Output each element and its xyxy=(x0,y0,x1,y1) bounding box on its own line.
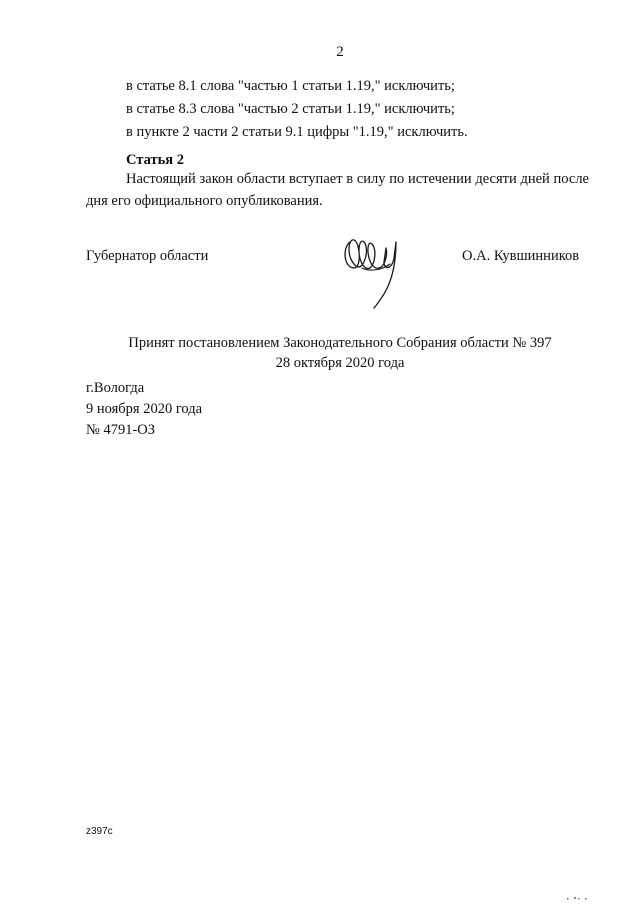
handwritten-signature xyxy=(340,228,410,310)
place-date-number xyxy=(86,378,202,441)
article-body: Настоящий закон области вступает в силу по истечении десяти дней после дня его официального опубликования. xyxy=(86,171,589,209)
adoption-note xyxy=(0,333,640,373)
amendment-item: в статье 8.1 слова "частью 1 статьи 1.19," исключить; xyxy=(126,78,455,94)
amendments-list xyxy=(126,75,468,144)
signing-date: 9 ноября 2020 года xyxy=(86,401,203,417)
footer-code: z397c xyxy=(86,826,113,837)
scan-artifact xyxy=(566,896,590,902)
adoption-date: 28 октября 2020 года xyxy=(275,355,405,371)
page-number: 2 xyxy=(336,44,344,60)
city: г.Вологда xyxy=(86,380,145,396)
governor-name: О.А. Кувшинников xyxy=(462,248,580,264)
law-number: № 4791-ОЗ xyxy=(86,422,156,438)
amendment-item: в пункте 2 части 2 статьи 9.1 цифры "1.19," исключить. xyxy=(126,124,468,140)
article-title: Статья 2 xyxy=(126,152,184,168)
governor-position: Губернатор области xyxy=(86,248,209,264)
adoption-line: Принят постановлением Законодательного Собрания области № 397 xyxy=(128,335,552,351)
amendment-item: в статье 8.3 слова "частью 2 статьи 1.19," исключить; xyxy=(126,101,455,117)
